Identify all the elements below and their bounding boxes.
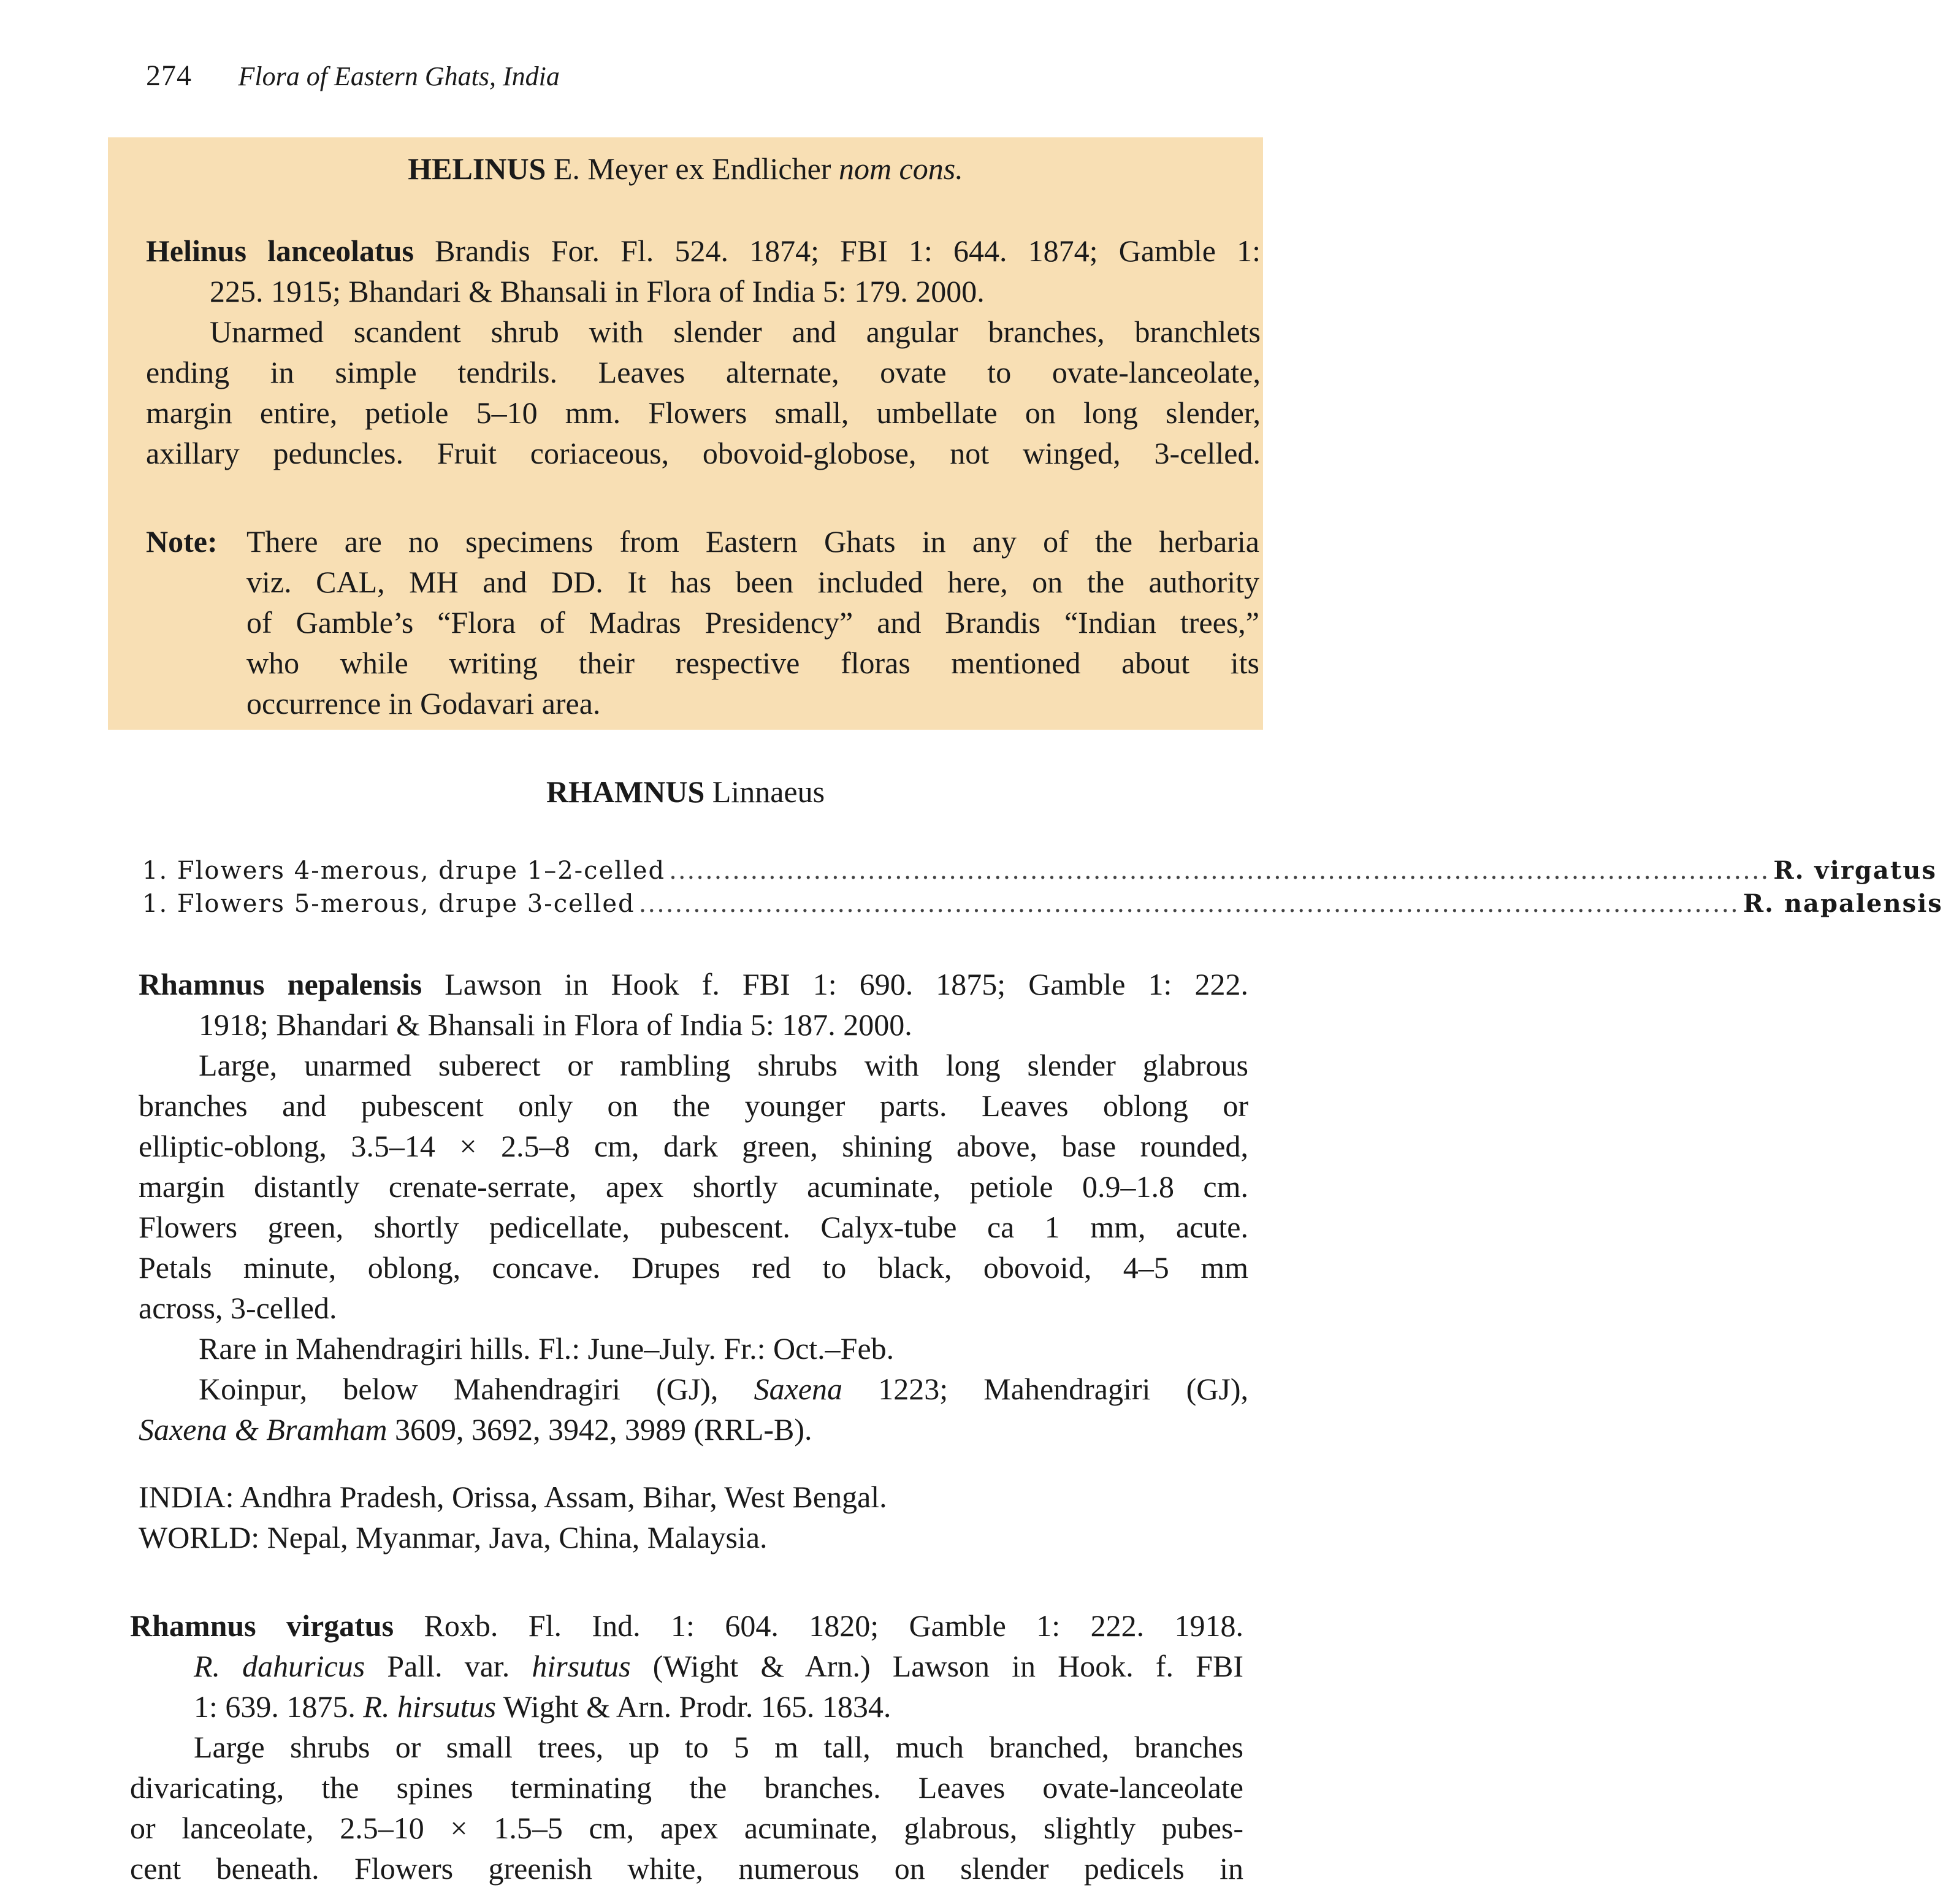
- distribution: [139, 1477, 1248, 1558]
- key-lead-1: 1. Flowers 4-merous, drupe 1–2-celled .......................................................................................................................... R. virgatus: [142, 856, 1937, 885]
- genus-heading-rhamnus: RHAMNUS Linnaeus: [546, 774, 825, 809]
- running-header: [146, 59, 560, 93]
- distribution-india: INDIA: Andhra Pradesh, Orissa, Assam, Bihar, West Bengal.: [139, 1480, 887, 1514]
- genus-heading-helinus: HELINUS E. Meyer ex Endlicher nom cons.: [408, 151, 963, 186]
- key-leader-dots: ..........................................................................................................................: [638, 890, 1739, 918]
- note-text: There are no specimens from Eastern Ghats in any of the herbaria viz. CAL, MH and DD. It has been included here, on the authority of Gamble’s “Flora of Madras Presidency” and Brandis “Indian trees,” who while writing their respective floras mentioned about its occurrence in Godavari area.: [246, 524, 1259, 721]
- key-leader-dots: ..........................................................................................................................: [669, 857, 1770, 885]
- page-number: 274: [146, 59, 192, 92]
- key-lead-2: 1. Flowers 5-merous, drupe 3-celled .......................................................................................................................... R. napalensis: [142, 889, 1943, 918]
- distribution-world: WORLD: Nepal, Myanmar, Java, China, Malaysia.: [139, 1520, 768, 1554]
- running-title: Flora of Eastern Ghats, India: [238, 61, 560, 91]
- note-label: Note:: [146, 524, 218, 559]
- species-entry-virgatus: Rhamnus virgatus Roxb. Fl. Ind. 1: 604. 1820; Gamble 1: 222. 1918. R. dahuricus Pall. var. hirsutus (Wight & Arn.) Lawson in Hook. f. FBI 1: 639. 1875. R. hirsutus Wight & Arn. Prodr. 165. 1834. Large shrubs or small trees, up to 5 m tall, much branched, branches divaricating, the spines terminating the branches. Leaves ovate-lanceolate or lanceolate, 2.5–10 × 1.5–5 cm, apex acuminate, glabrous, slightly pubes- cent beneath. Flowers greenish white, numerous on slender pedicels in: [130, 1608, 1244, 1886]
- species-name: Rhamnus nepalensis: [139, 967, 422, 1001]
- species-entry-helinus: Helinus lanceolatus Brandis For. Fl. 524. 1874; FBI 1: 644. 1874; Gamble 1: 225. 1915; Bhandari & Bhansali in Flora of India 5: 179. 2000. Unarmed scandent shrub with slender and angular branches, branchlets ending in simple tendrils. Leaves alternate, ovate to ovate-lanceolate, margin entire, petiole 5–10 mm. Flowers small, umbellate on long slender, axillary peduncles. Fruit coriaceous, obovoid-globose, not winged, 3-celled.: [146, 234, 1261, 470]
- species-entry-nepalensis: Rhamnus nepalensis Lawson in Hook f. FBI 1: 690. 1875; Gamble 1: 222. 1918; Bhandari & Bhansali in Flora of India 5: 187. 2000. Large, unarmed suberect or rambling shrubs with long slender glabrous branches and pubescent only on the younger parts. Leaves oblong or elliptic-oblong, 3.5–14 × 2.5–8 cm, dark green, shining above, base rounded, margin distantly crenate-serrate, apex shortly acuminate, petiole 0.9–1.8 cm. Flowers green, shortly pedicellate, pubescent. Calyx-tube ca 1 mm, acute. Petals minute, oblong, concave. Drupes red to black, obovoid, 4–5 mm across, 3-celled. Rare in Mahendragiri hills. Fl.: June–July. Fr.: Oct.–Feb. Koinpur, below Mahendragiri (GJ), Saxena 1223; Mahendragiri (GJ), Saxena & Bramham 3609, 3692, 3942, 3989 (RRL-B).: [139, 967, 1248, 1447]
- species-name: Rhamnus virgatus: [130, 1608, 394, 1643]
- species-name: Helinus lanceolatus: [146, 234, 414, 268]
